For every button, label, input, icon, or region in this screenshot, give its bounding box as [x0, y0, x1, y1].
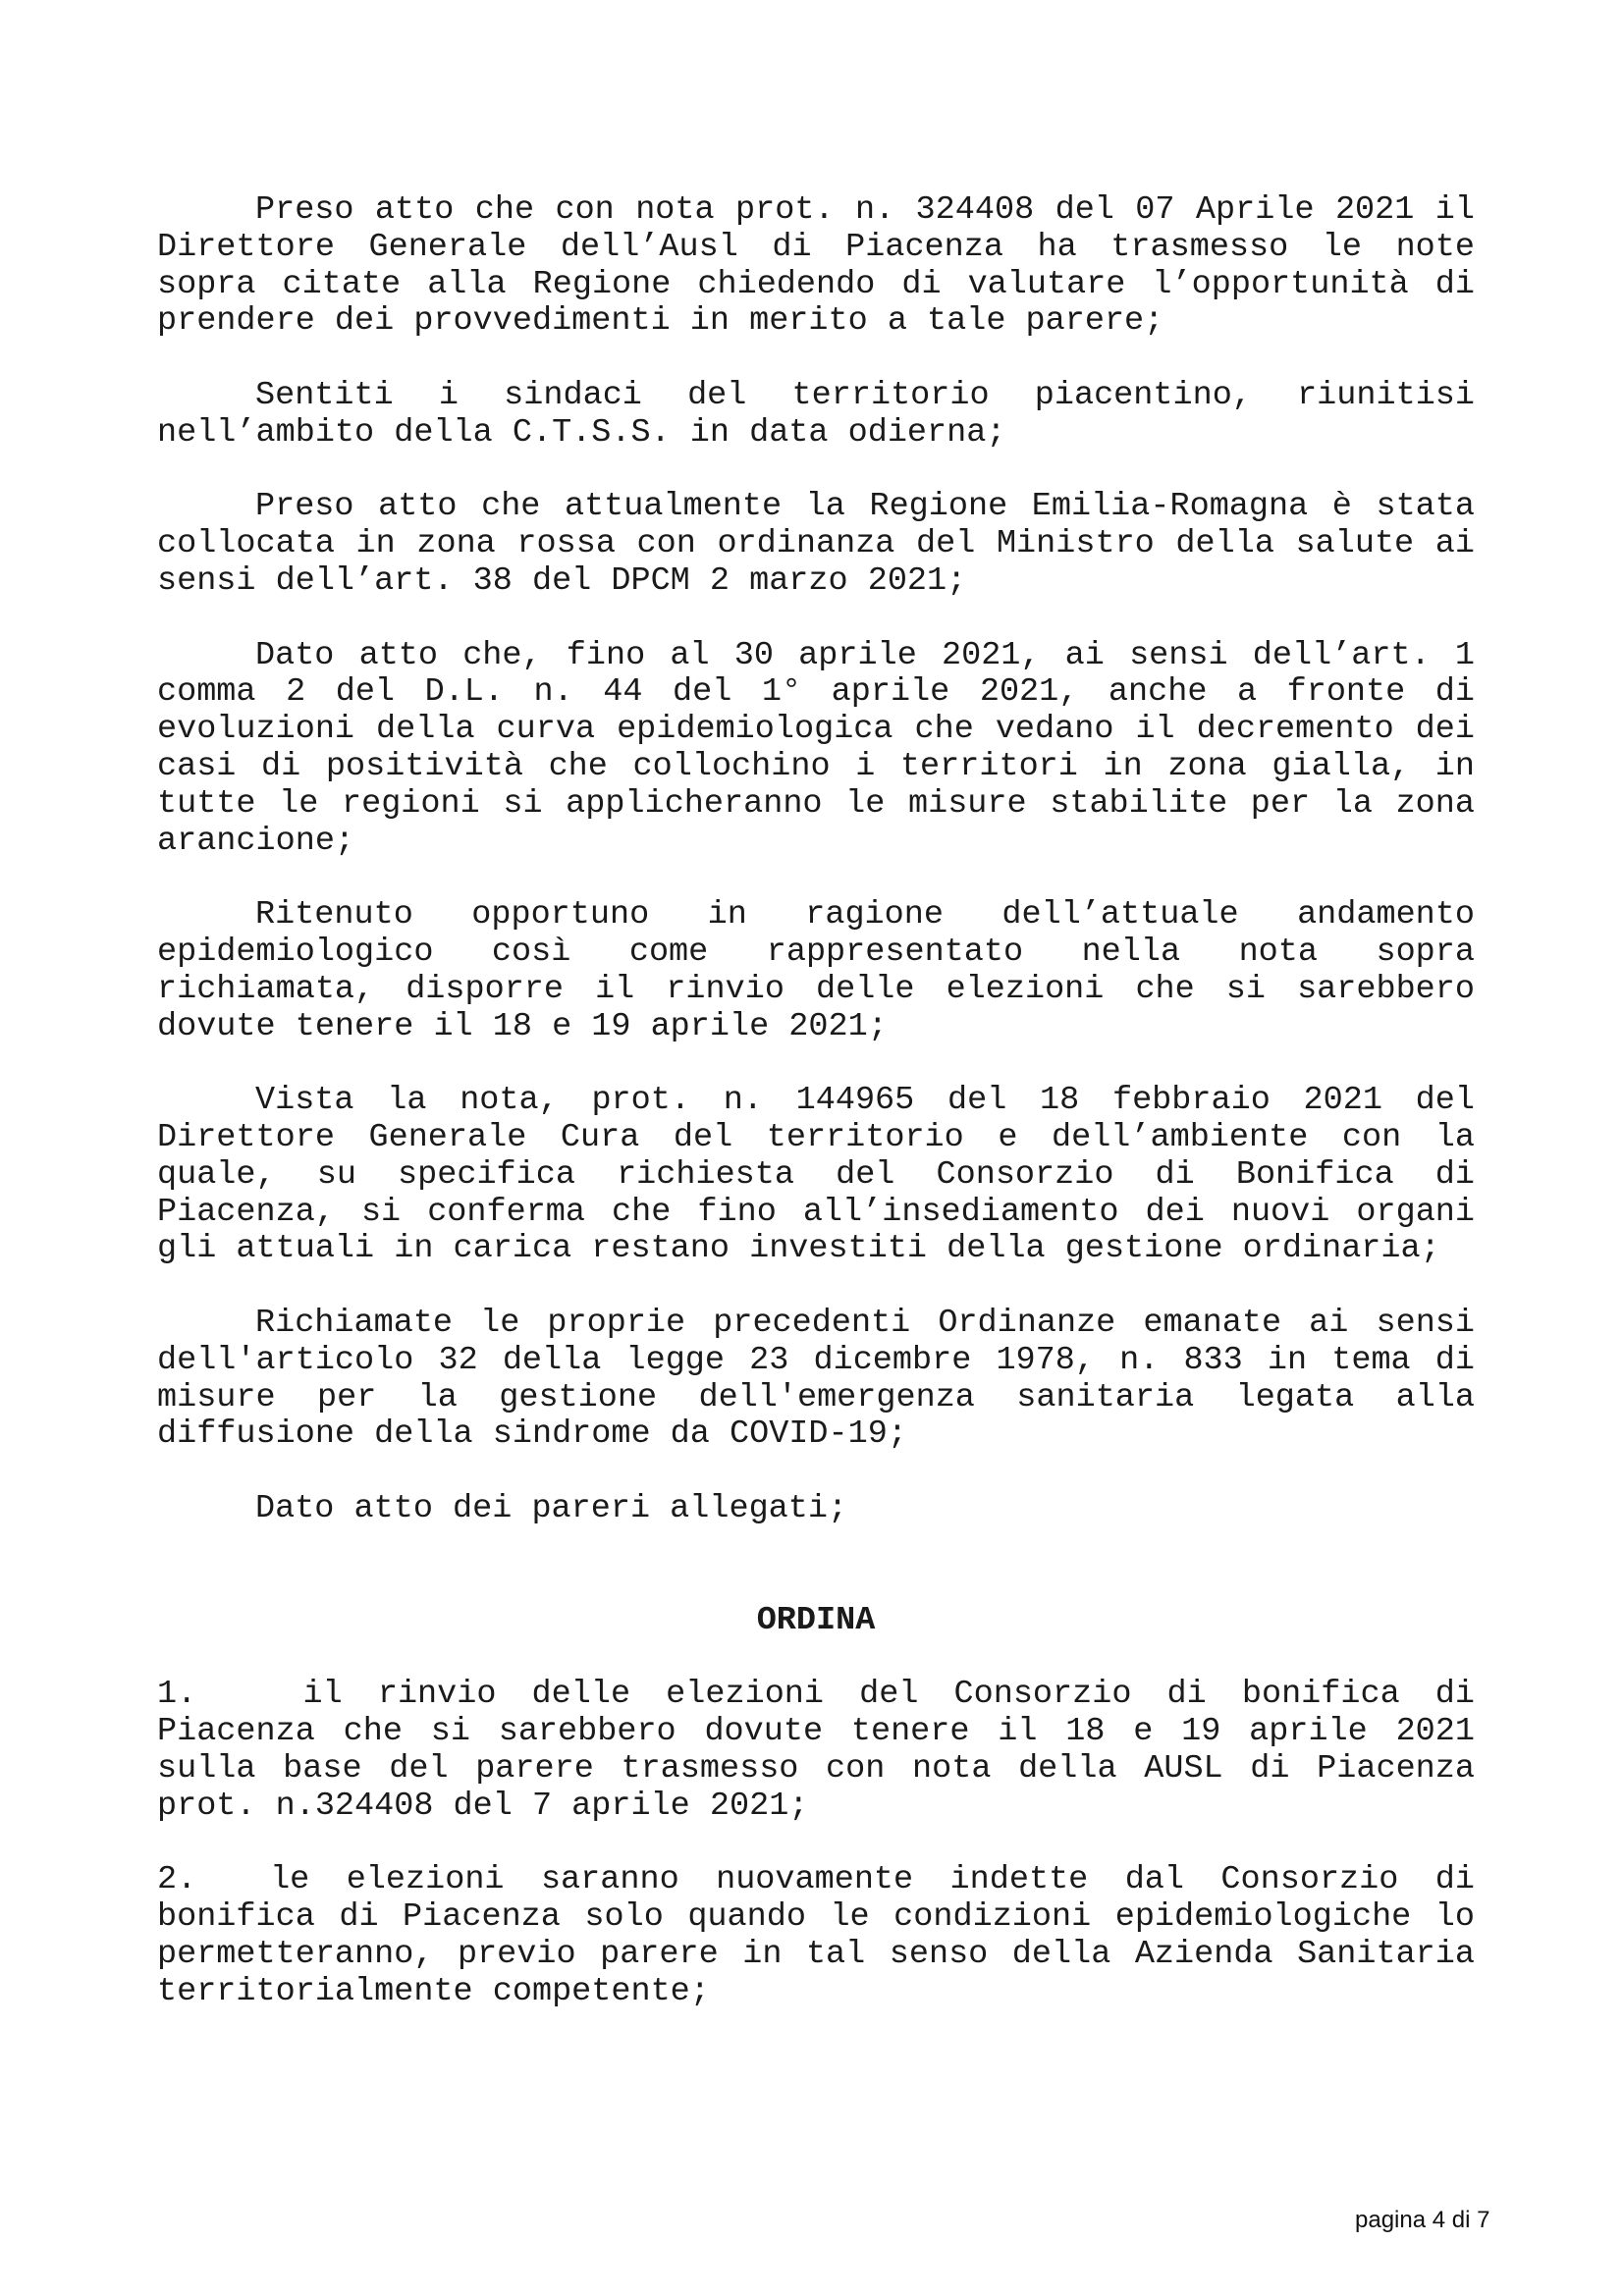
paragraph-sentiti-sindaci: Sentiti i sindaci del territorio piacentino, riunitisi nell’ambito della C.T.S.S. in data odierna; — [157, 376, 1475, 452]
item-text: le elezioni saranno nuovamente indette dal Consorzio di bonifica di Piacenza solo quando le condizioni epidemiologiche lo permetteranno, previo parere in tal senso della Azienda Sanitaria territorialmente competente; — [157, 1861, 1475, 2010]
paragraph-dato-atto-zona-arancione: Dato atto che, fino al 30 aprile 2021, ai sensi dell’art. 1 comma 2 del D.L. n. 44 del 1° aprile 2021, anche a fronte di evoluzioni della curva epidemiologica che vedano il decremento dei casi di positività che collochino i territori in zona gialla, in tutte le regioni si applicheranno le misure stabilite per la zona arancione; — [157, 636, 1475, 860]
item-number: 1. — [157, 1676, 197, 1714]
paragraph-preso-atto-nota: Preso atto che con nota prot. n. 324408 del 07 Aprile 2021 il Direttore Generale dell’Ausl di Piacenza ha trasmesso le note sopra citate alla Regione chiedendo di valutare l’opportunità di prendere dei provvedimenti in merito a tale parere; — [157, 191, 1475, 341]
paragraph-pareri-allegati: Dato atto dei pareri allegati; — [255, 1489, 848, 1527]
paragraph-richiamate-ordinanze: Richiamate le proprie precedenti Ordinanze emanate ai sensi dell'articolo 32 della legge 23 dicembre 1978, n. 833 in tema di misure per la gestione dell'emergenza sanitaria legata alla diffusione della sindrome da COVID-19; — [157, 1304, 1475, 1454]
document-body — [157, 192, 1475, 2048]
paragraph-vista-la-nota: Vista la nota, prot. n. 144965 del 18 febbraio 2021 del Direttore Generale Cura del territorio e dell’ambiente con la quale, su specifica richiesta del Consorzio di Bonifica di Piacenza, si conferma che fino all’insediamento dei nuovi organi gli attuali in carica restano investiti della gestione ordinaria; — [157, 1082, 1475, 1268]
paragraph-ritenuto-opportuno: Ritenuto opportuno in ragione dell’attuale andamento epidemiologico così come rappresentato nella nota sopra richiamata, disporre il rinvio delle elezioni che si sarebbero dovute tenere il 18 e 19 aprile 2021; — [157, 896, 1475, 1045]
item-number: 2. — [157, 1861, 197, 1899]
section-heading-ordina: ORDINA — [756, 1601, 876, 1639]
page-number: pagina 4 di 7 — [1355, 2207, 1490, 2233]
ordered-item-2 — [157, 1862, 1475, 2010]
paragraph-zona-rossa: Preso atto che attualmente la Regione Emilia-Romagna è stata collocata in zona rossa con ordinanza del Ministro della salute ai sensi dell’art. 38 del DPCM 2 marzo 2021; — [157, 488, 1475, 600]
ordered-item-1 — [157, 1677, 1475, 1825]
item-text: il rinvio delle elezioni del Consorzio di bonifica di Piacenza che si sarebbero dovute tenere il 18 e 19 aprile 2021 sulla base del parere trasmesso con nota della AUSL di Piacenza prot. n.324408 del 7 aprile 2021; — [157, 1676, 1475, 1825]
